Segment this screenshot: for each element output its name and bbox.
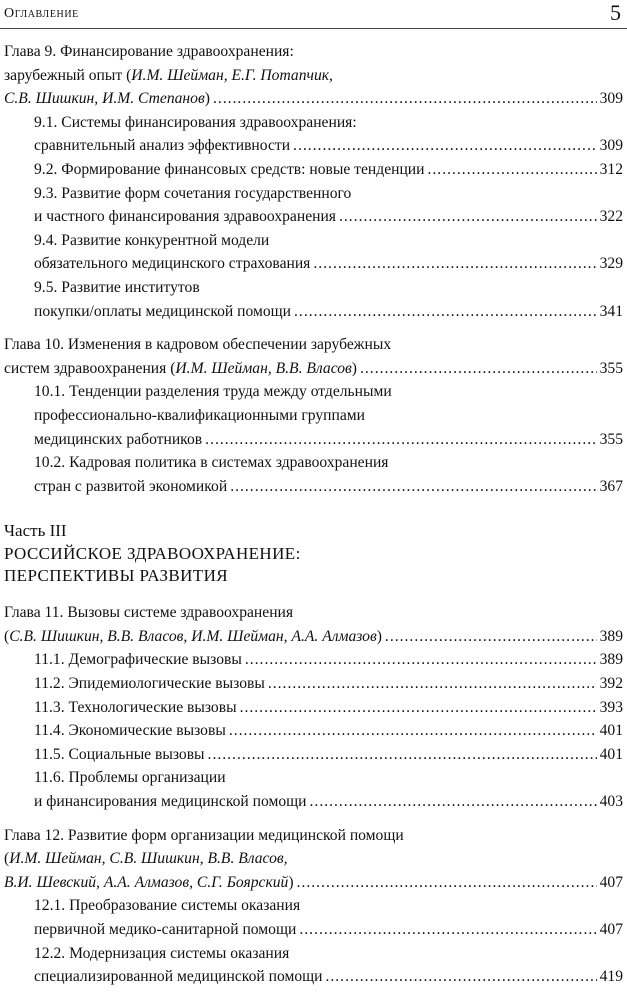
chapter-11-authors: С.В. Шишкин, В.В. Власов, И.М. Шейман, А.А. Алмазов bbox=[9, 627, 377, 645]
chapter-9-authors-part2: С.В. Шишкин, И.М. Степанов bbox=[4, 90, 205, 108]
section-9-3-page: 322 bbox=[599, 208, 623, 226]
chapter-12-title-line2: (И.М. Шейман, С.В. Шишкин, В.В. Власов, bbox=[4, 850, 288, 868]
section-11-1: 11.1. Демографические вызовы ..... 389 bbox=[0, 648, 627, 672]
table-of-contents bbox=[0, 40, 627, 989]
section-9-3-title: 9.3. Развитие форм сочетания государственного bbox=[34, 184, 352, 202]
section-11-5-page: 401 bbox=[599, 745, 623, 763]
chapter-10-title: Глава 10. Изменения в кадровом обеспечении зарубежных bbox=[4, 336, 392, 354]
section-11-2: 11.2. Эпидемиологические вызовы ..... 392 bbox=[0, 672, 627, 696]
section-9-5-page: 341 bbox=[599, 302, 623, 320]
section-11-6-line2: и финансирования медицинской помощи ..... 403 bbox=[0, 790, 627, 814]
section-11-4: 11.4. Экономические вызовы ..... 401 bbox=[0, 719, 627, 743]
page-number: 5 bbox=[610, 0, 621, 25]
section-9-3-line2: и частного финансирования здравоохранения ..... 322 bbox=[0, 205, 627, 229]
section-9-2-page: 312 bbox=[599, 160, 623, 178]
chapter-11-title-line2: (С.В. Шишкин, В.В. Власов, И.М. Шейман, А.А. Алмазов) ..... 389 bbox=[0, 625, 627, 649]
chapter-9 bbox=[0, 40, 627, 323]
section-9-1-title: 9.1. Системы финансирования здравоохранения: bbox=[34, 113, 357, 131]
part-3-label: Часть III bbox=[4, 521, 67, 541]
chapter-12-title: Глава 12. Развитие форм организации медицинской помощи bbox=[4, 826, 404, 844]
section-9-1-page: 309 bbox=[599, 137, 623, 155]
section-12-2-title: 12.2. Модернизация системы оказания bbox=[34, 944, 290, 962]
section-9-1-line2: сравнительный анализ эффективности ..... 309 bbox=[0, 134, 627, 158]
chapter-9-title-line3: С.В. Шишкин, И.М. Степанов) ..... 309 bbox=[0, 87, 627, 111]
chapter-11-title: Глава 11. Вызовы системе здравоохранения bbox=[4, 604, 294, 622]
chapter-12-authors-part2: В.И. Шевский, А.А. Алмазов, С.Г. Боярский bbox=[4, 873, 289, 891]
part-3-title-line2: ПЕРСПЕКТИВЫ РАЗВИТИЯ bbox=[4, 566, 229, 586]
section-12-1-title: 12.1. Преобразование системы оказания bbox=[34, 897, 301, 915]
chapter-9-authors-part1: И.М. Шейман, Е.Г. Потапчик, bbox=[131, 66, 333, 84]
chapter-11 bbox=[0, 601, 627, 813]
chapter-10-page: 355 bbox=[599, 359, 623, 377]
chapter-12-authors-part1: И.М. Шейман, С.В. Шишкин, В.В. Власов, bbox=[9, 850, 288, 868]
section-10-1-line3: медицинских работников ..... 355 bbox=[0, 428, 627, 452]
section-10-2-title: 10.2. Кадровая политика в системах здравоохранения bbox=[34, 454, 389, 472]
section-12-1-page: 407 bbox=[599, 921, 623, 938]
section-9-5-title: 9.5. Развитие институтов bbox=[34, 278, 200, 296]
section-11-2-page: 392 bbox=[599, 675, 623, 693]
section-9-5-line2: покупки/оплаты медицинской помощи ..... 341 bbox=[0, 300, 627, 324]
section-11-4-page: 401 bbox=[599, 722, 623, 740]
chapter-9-page: 309 bbox=[599, 90, 623, 108]
section-11-6-page: 403 bbox=[599, 793, 623, 811]
chapter-12-title-line3: В.И. Шевский, А.А. Алмазов, С.Г. Боярский) ..... 407 bbox=[0, 871, 627, 895]
chapter-10-authors: И.М. Шейман, В.В. Власов bbox=[175, 359, 352, 377]
section-10-1-line2: профессионально-квалификационными группами bbox=[34, 406, 365, 424]
section-10-1-page: 355 bbox=[599, 430, 623, 448]
section-11-5: 11.5. Социальные вызовы ..... 401 bbox=[0, 743, 627, 767]
part-3-heading bbox=[0, 518, 627, 587]
chapter-11-page: 389 bbox=[599, 627, 623, 645]
header-rule bbox=[0, 28, 627, 29]
section-10-2-line2: стран с развитой экономикой ..... 367 bbox=[0, 475, 627, 499]
section-10-2-page: 367 bbox=[599, 477, 623, 495]
section-12-1-line2: первичной медико-санитарной помощи ..... 407 bbox=[0, 918, 627, 942]
section-9-4-line2: обязательного медицинского страхования ..... 329 bbox=[0, 252, 627, 276]
leader-dots bbox=[213, 87, 597, 111]
chapter-12-page: 407 bbox=[599, 873, 623, 891]
chapter-10-title-line2: систем здравоохранения (И.М. Шейман, В.В. Власов) ..... 355 bbox=[0, 357, 627, 381]
chapter-10 bbox=[0, 333, 627, 498]
section-11-6-title: 11.6. Проблемы организации bbox=[34, 769, 226, 787]
chapter-9-title: Глава 9. Финансирование здравоохранения: bbox=[4, 43, 294, 60]
section-11-1-page: 389 bbox=[599, 651, 623, 669]
section-10-1-title: 10.1. Тенденции разделения труда между отдельными bbox=[34, 383, 392, 401]
section-11-3-page: 393 bbox=[599, 698, 623, 716]
section-9-2: 9.2. Формирование финансовых средств: новые тенденции ..... 312 bbox=[0, 158, 627, 182]
section-12-2-line2: специализированной медицинской помощи ..... 419 bbox=[0, 965, 627, 989]
part-3-title-line1: РОССИЙСКОЕ ЗДРАВООХРАНЕНИЕ: bbox=[4, 544, 301, 564]
section-9-4-title: 9.4. Развитие конкурентной модели bbox=[34, 231, 270, 249]
chapter-12 bbox=[0, 824, 627, 989]
running-header-title: Оглавление bbox=[4, 6, 79, 21]
section-11-3: 11.3. Технологические вызовы ..... 393 bbox=[0, 696, 627, 720]
section-12-2-page: 419 bbox=[599, 968, 623, 986]
section-9-4-page: 329 bbox=[599, 255, 623, 273]
chapter-9-title-line2: зарубежный опыт (И.М. Шейман, Е.Г. Потапчик, bbox=[4, 66, 333, 84]
